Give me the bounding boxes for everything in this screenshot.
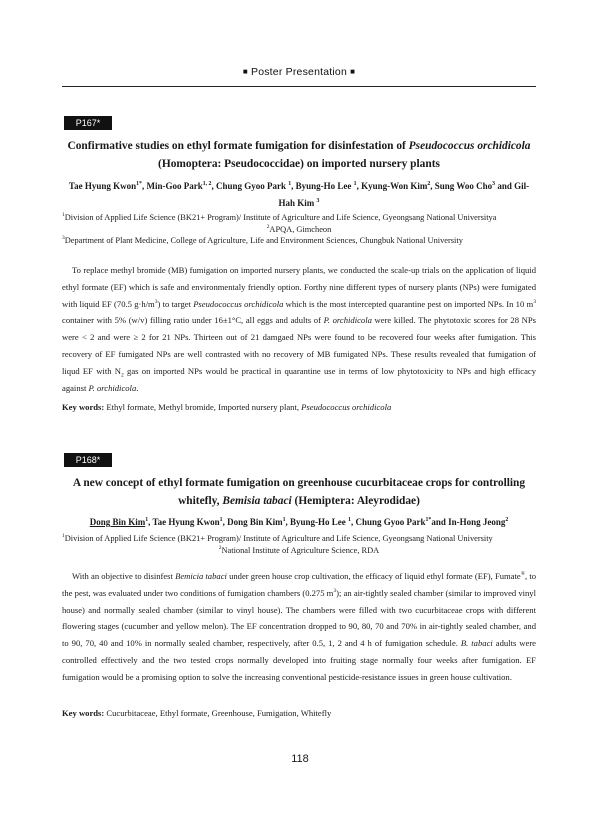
header-title: Poster Presentation: [250, 66, 348, 78]
author-affiliation-mark: 3: [316, 198, 320, 204]
author-name: and Gil-Hah Kim: [278, 181, 530, 208]
square-bullet-icon: ■: [242, 67, 248, 76]
author-name: , Chung Gyoo Park: [350, 517, 426, 527]
author-name: , Sung Woo Cho: [430, 181, 493, 191]
abstract-text: .: [136, 382, 139, 393]
superscript: 3: [333, 587, 337, 594]
title-text: A new concept of ethyl formate fumigation on greenhouse cucurbitaceae crops for controlling whitefly,: [72, 477, 526, 507]
affiliation-mark: 3: [62, 235, 65, 242]
abstract-text: , to the pest, was evaluated under two conditions of fumigation chambers (0.275 m: [62, 571, 536, 598]
superscript: 3: [154, 298, 158, 305]
abstract-code-tag: P167*: [64, 116, 112, 130]
author-affiliation-mark: 1: [145, 517, 149, 523]
affiliation-mark: 1: [62, 533, 65, 540]
affiliation-text: National Institute of Agriculture Science, RDA: [221, 545, 380, 555]
author-affiliation-mark: 2: [505, 517, 509, 523]
keywords-label: Key words:: [62, 402, 105, 412]
author-affiliation-mark: 3: [492, 181, 496, 187]
species-name: P. orchidicola: [323, 315, 372, 326]
author-list: [62, 514, 536, 531]
affiliation-text: Division of Applied Life Science (BK21+ Program)/ Institute of Agriculture and Life Science, Gyeongsang National University: [64, 534, 493, 543]
keywords-species: Pseudococcus orchidicola: [301, 402, 392, 412]
species-name: B. tabaci: [460, 638, 493, 649]
affiliation-text: APQA, Gimcheon: [269, 224, 332, 234]
affiliations: [62, 212, 536, 247]
author-name: , Kyung-Won Kim: [356, 181, 428, 191]
superscript: ®: [520, 571, 525, 578]
author-affiliation-mark: 1*: [425, 517, 432, 523]
title-text: (Hemiptera: Aleyrodidae): [291, 495, 420, 507]
author-name: , Dong Bin Kim: [222, 517, 283, 527]
running-header: [62, 66, 536, 78]
abstract-text: ); an air-tightly sealed chamber (similar to improved vinyl house) and normally sealed chamber (similar to vinyl house). The chambers were filled with two cucurbitaceae crops with different flowering stages (cucumber and yellow melon). The EF concentration dropped to 90, 80, 70 and 70% in air-tightly sealed chamber, and to 90, 70, 40 and 10% in normally sealed chamber, respectively, after 0.5, 1, 2 and 4 h of fumigation schedule.: [62, 587, 536, 649]
author-name: , Chung Gyoo Park: [211, 181, 289, 191]
author-affiliation-mark: 2: [427, 181, 431, 187]
author-affiliation-mark: 1, 2: [202, 181, 212, 187]
abstract-text: which is the most intercepted quarantine pest on imported NPs. In 10 m: [283, 298, 534, 309]
superscript: 3: [533, 298, 536, 305]
abstract-text: With an objective to disinfest: [72, 571, 176, 581]
abstract-text: were killed. The phytotoxic scores for 28 NPs were < 2 and were ≥ 2 for 21 NPs. Thirteen out of 21 damgaed NPs were found to be recovered four weeks after fumigation. This recovery of EF fumigated NPs are well contrasted with no recovery of MB fumigated NPs. These results revealed that fumigation of liqud EF with N: [62, 315, 536, 376]
species-name: Bemicia tabaci: [175, 571, 227, 581]
square-bullet-icon: ■: [350, 67, 356, 76]
keywords: [62, 706, 536, 720]
abstract-text: ) to target: [157, 298, 194, 309]
author-name: , Byung-Ho Lee: [291, 181, 354, 191]
author-affiliation-mark: 1: [219, 517, 223, 523]
keywords-label: Key words:: [62, 708, 105, 718]
author-name: , Min-Goo Park: [141, 181, 203, 191]
page-number: 118: [291, 753, 309, 765]
author-name: Tae Hyung Kwon: [68, 181, 137, 191]
abstract-body: [62, 262, 536, 396]
species-name: P. orchidicola: [88, 382, 137, 393]
keywords-text: Cucurbitaceae, Ethyl formate, Greenhouse, Fumigation, Whitefly: [104, 708, 332, 718]
title-species: Bemisia tabaci: [222, 495, 292, 507]
author-name: , Byung-Ho Lee: [285, 517, 349, 527]
author-affiliation-mark: 1: [282, 517, 286, 523]
abstract-text: To replace methyl bromide (MB) fumigation on imported nursery plants, we conducted the scale-up trials on the application of liquid ethyl formate (EF) which is safe and environmentaly friendly option. Forthy nine different types of nursery plants (NPs) were fumigated with liquid EF (70.5 g·h/m: [62, 265, 536, 309]
affiliation-mark: 2: [266, 223, 270, 230]
subscript: 2: [120, 372, 124, 379]
abstract-title: [62, 137, 536, 173]
author-affiliation-mark: 1: [288, 181, 292, 187]
header-rule: [62, 86, 536, 87]
title-text: Confirmative studies on ethyl formate fumigation for disinfestation of: [67, 140, 409, 152]
keywords: [62, 400, 536, 414]
author-affiliation-mark: 1: [348, 517, 351, 523]
author-name: , Tae Hyung Kwon: [148, 517, 220, 527]
author-name: Dong Bin Kim: [89, 517, 146, 527]
abstract-text: gas on imported NPs would be practical in quarantine use in terms of low phytotoxicity to NPs and high efficacy against: [62, 365, 536, 393]
author-affiliation-mark: 1: [353, 181, 357, 187]
abstract-code-tag: P168*: [64, 453, 112, 467]
affiliation-text: Department of Plant Medicine, College of Agriculture, Life and Environment Sciences, Chungbuk National University: [64, 236, 463, 245]
affiliation-text: Division of Applied Life Science (BK21+ Program)/ Institute of Agriculture and Life Science, Gyeongsang National Universitya: [64, 213, 497, 222]
keywords-text: Ethyl formate, Methyl bromide, Imported nursery plant,: [104, 402, 302, 412]
abstract-title: [62, 474, 536, 510]
affiliation-mark: 1: [62, 212, 65, 219]
affiliations: [62, 533, 536, 556]
title-species: Pseudococcus orchidicola: [408, 140, 531, 152]
abstract-text: under green house crop cultivation, the efficacy of liquid ethyl formate (EF), Fumate: [226, 571, 521, 581]
author-affiliation-mark: 1*: [136, 181, 142, 187]
affiliation-mark: 2: [218, 544, 222, 551]
abstract-text: container with 5% (w/v) filling ratio under 16±1°C, all eggs and adults of: [62, 315, 324, 326]
author-list: [62, 178, 536, 212]
abstract-text: adults were controlled effectively and the two tested crops normally developed into fruiting stage normally four weeks after fumigation. EF fumigation would be a promising option to solve the increasing conventional pesticide-resistance issues in green house cultivation.: [62, 638, 536, 682]
species-name: Pseudococcus orchidicola: [193, 298, 284, 309]
abstract-body: [62, 568, 536, 686]
author-name: and In-Hong Jeong: [431, 517, 506, 527]
title-text: (Homoptera: Pseudococcidae) on imported nursery plants: [158, 158, 440, 170]
